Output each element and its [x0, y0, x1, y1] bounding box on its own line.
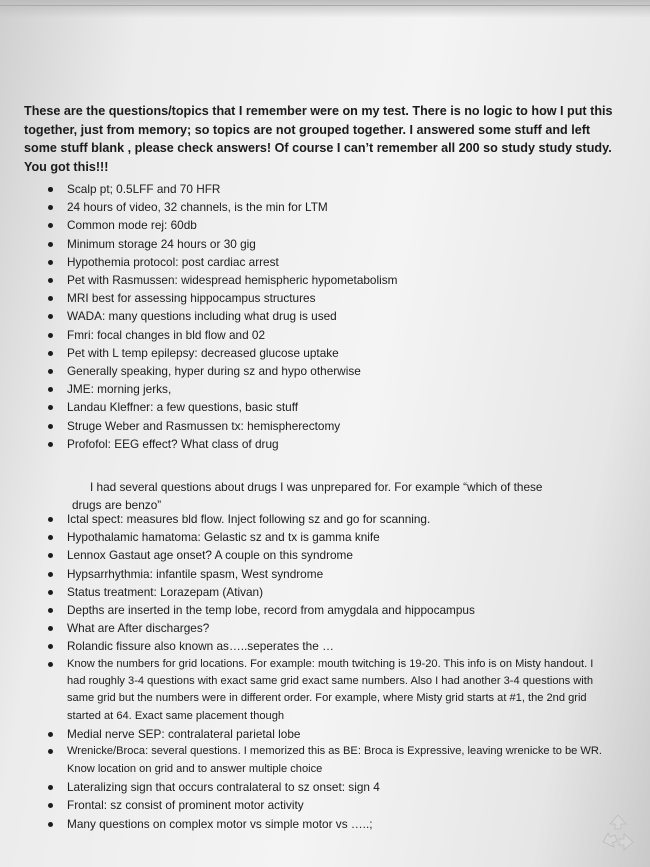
list-item: What are After discharges?	[46, 619, 606, 637]
bullet-icon	[48, 662, 53, 667]
bullet-icon	[48, 803, 53, 808]
bullet-icon	[48, 626, 53, 631]
bullet-icon	[48, 187, 53, 192]
list-item: Landau Kleffner: a few questions, basic stuff	[46, 398, 606, 416]
list-item: Many questions on complex motor vs simple motor vs …..;	[46, 815, 606, 833]
list-item: Fmri: focal changes in bld flow and 02	[46, 326, 606, 344]
list-item: Struge Weber and Rasmussen tx: hemispherectomy	[46, 417, 606, 435]
topic-list-continued	[46, 510, 606, 833]
bullet-icon	[48, 442, 53, 447]
bullet-icon	[48, 644, 53, 649]
bullet-icon	[48, 387, 53, 392]
bullet-icon	[48, 590, 53, 595]
list-item: JME: morning jerks,	[46, 380, 606, 398]
bullet-icon	[48, 535, 53, 540]
recycle-arrows-icon	[597, 812, 639, 854]
screen-edge-line	[0, 5, 650, 6]
bullet-icon	[48, 572, 53, 577]
bullet-icon	[48, 749, 53, 754]
list-item-grid-numbers: Know the numbers for grid locations. For example: mouth twitching is 19-20. This info is on Misty handout. I had roughly 3-4 questions with exact same grid exact same numbers. Also I had another 3-4 questions with same grid but the numbers were in different order. For example, where Misty grid starts at #1, the 2nd grid started at 64. Exact same placement though	[46, 656, 606, 726]
bullet-icon	[48, 553, 53, 558]
bullet-icon	[48, 608, 53, 613]
drug-note-paragraph: I had several questions about drugs I was unprepared for. For example “which of these drugs are benzo”	[72, 480, 543, 512]
list-item: Frontal: sz consist of prominent motor activity	[46, 796, 606, 814]
bullet-icon	[48, 278, 53, 283]
list-item: Hypothalamic hamatoma: Gelastic sz and tx is gamma knife	[46, 528, 606, 546]
bullet-icon	[48, 205, 53, 210]
intro-paragraph: These are the questions/topics that I remember were on my test. There is no logic to how I put this together, just from memory; so topics are not grouped together. I answered some stuff and left some stuff blank , please check answers! Of course I can’t remember all 200 so study study study. You got this!!!	[24, 104, 613, 174]
list-item-wrenicke-broca: Wrenicke/Broca: several questions. I memorized this as BE: Broca is Expressive, leaving wrenicke to be WR. Know location on grid and to answer multiple choice	[46, 743, 606, 778]
list-item: Rolandic fissure also known as…..seperates the …	[46, 637, 606, 655]
list-item: MRI best for assessing hippocampus structures	[46, 289, 606, 307]
list-item: Generally speaking, hyper during sz and hypo otherwise	[46, 362, 606, 380]
list-item: Pet with Rasmussen: widespread hemispheric hypometabolism	[46, 271, 606, 289]
list-item: Common mode rej: 60db	[46, 216, 606, 234]
list-item: Pet with L temp epilepsy: decreased glucose uptake	[46, 344, 606, 362]
list-item: Hypsarrhythmia: infantile spasm, West syndrome	[46, 565, 606, 583]
bullet-icon	[48, 822, 53, 827]
bullet-icon	[48, 351, 53, 356]
list-item: Lennox Gastaut age onset? A couple on this syndrome	[46, 546, 606, 564]
list-item: Minimum storage 24 hours or 30 gig	[46, 235, 606, 253]
list-item: Lateralizing sign that occurs contralateral to sz onset: sign 4	[46, 778, 606, 796]
bullet-icon	[48, 260, 53, 265]
bullet-icon	[48, 785, 53, 790]
list-item: Scalp pt; 0.5LFF and 70 HFR	[46, 180, 606, 198]
list-item: 24 hours of video, 32 channels, is the min for LTM	[46, 198, 606, 216]
topic-list	[46, 180, 606, 453]
list-item: Hypothemia protocol: post cardiac arrest	[46, 253, 606, 271]
bullet-icon	[48, 314, 53, 319]
list-item: Profofol: EEG effect? What class of drug	[46, 435, 606, 453]
bullet-icon	[48, 333, 53, 338]
list-item: Depths are inserted in the temp lobe, record from amygdala and hippocampus	[46, 601, 606, 619]
list-item: Ictal spect: measures bld flow. Inject following sz and go for scanning.	[46, 510, 606, 528]
bullet-icon	[48, 242, 53, 247]
list-item: WADA: many questions including what drug is used	[46, 307, 606, 325]
list-item: Medial nerve SEP: contralateral parietal lobe	[46, 725, 606, 743]
bullet-icon	[48, 369, 53, 374]
bullet-icon	[48, 223, 53, 228]
bullet-icon	[48, 517, 53, 522]
bullet-icon	[48, 732, 53, 737]
bullet-icon	[48, 405, 53, 410]
bullet-icon	[48, 424, 53, 429]
list-item: Status treatment: Lorazepam (Ativan)	[46, 583, 606, 601]
bullet-icon	[48, 296, 53, 301]
